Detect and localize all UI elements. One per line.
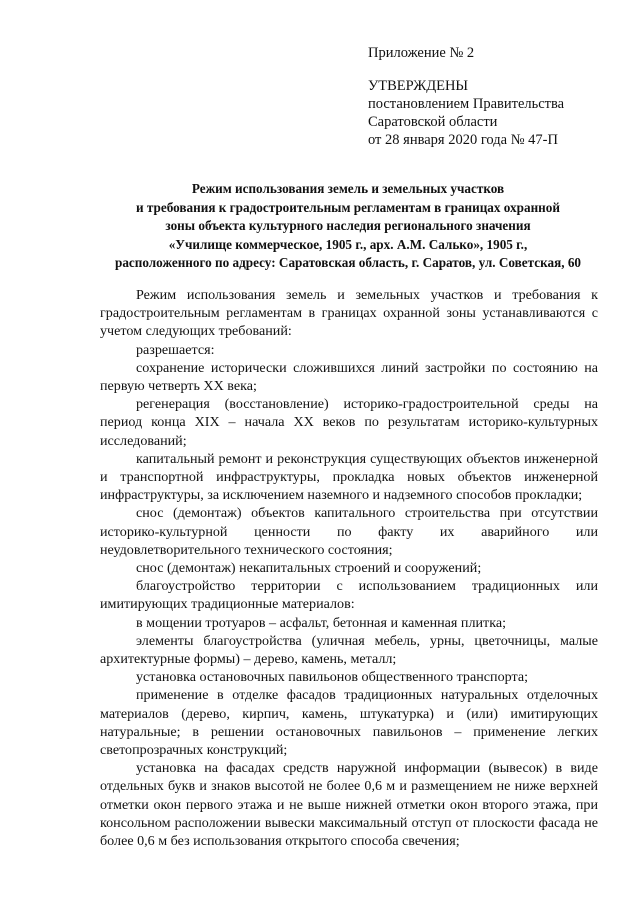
approved-heading: УТВЕРЖДЕНЫ: [368, 78, 469, 94]
title-line-2: и требования к градостроительным регламентам в границах охранной: [136, 199, 560, 215]
paragraph-signage: установка на фасадах средств наружной информации (вывесок) в виде отдельных букв и знаков высотой не более 0,6 м и размещением не ниже верхней отметки окон первого этажа и не выше нижней отметки окон второго этажа, при консольном расположении вывески максимальный отступ от плоскости фасада не более 0,6 м без использования открытого способа свечения;: [100, 760, 598, 850]
appendix-number: Приложение № 2: [368, 45, 475, 61]
approval-line-1: постановлением Правительства: [368, 96, 565, 112]
title-line-5: расположенного по адресу: Саратовская область, г. Саратов, ул. Советская, 60: [114, 255, 582, 271]
approval-line-3: от 28 января 2020 года № 47-П: [368, 132, 558, 148]
paragraph-demolition-noncapital: снос (демонтаж) некапитальных строений и сооружений;: [136, 560, 482, 577]
intro-paragraph: Режим использования земель и земельных участков и требования к градостроительным регламентам в границах охранной зоны устанавливаются с учетом следующих требований:: [100, 287, 598, 340]
paragraph-facade-finishing: применение в отделке фасадов традиционных натуральных отделочных материалов (дерево, кирпич, камень, штукатурка) и (или) имитирующих натуральные; в решении остановочных павильонов – применение легких светопрозрачных конструкций;: [100, 687, 598, 759]
allowed-heading: разрешается:: [136, 341, 215, 358]
paragraph-building-lines: сохранение исторически сложившихся линий застройки по состоянию на первую четверть XX века;: [100, 359, 598, 395]
paragraph-landscaping: благоустройство территории с использованием традиционных или имитирующих традиционные материалов:: [100, 578, 598, 613]
title-line-1: Режим использования земель и земельных участков: [191, 181, 505, 196]
paragraph-demolition-capital: снос (демонтаж) объектов капитального строительства при отсутствии историко-культурной ценности по факту их аварийного или неудовлетворительного технического состояния;: [100, 505, 598, 558]
document-body: [100, 286, 598, 850]
approval-block: [368, 44, 564, 149]
title-line-4: «Училище коммерческое, 1905 г., арх. А.М. Салько», 1905 г.,: [168, 236, 528, 252]
paragraph-infrastructure: капитальный ремонт и реконструкция существующих объектов инженерной и транспортной инфраструктуры, прокладка новых объектов инженерной инфраструктуры, за исключением наземного и надземного способов прокладки;: [100, 450, 598, 504]
title-line-3: зоны объекта культурного наследия регионального значения: [165, 218, 531, 234]
paragraph-regeneration: регенерация (восстановление) историко-градостроительной среды на период конца XIX – начала XX веков по результатам историко-культурных исследований;: [100, 396, 598, 449]
approval-line-2: Саратовской области: [368, 114, 498, 130]
paragraph-bus-stops: установка остановочных павильонов общественного транспорта;: [136, 669, 528, 686]
paragraph-street-elements: элементы благоустройства (уличная мебель, урны, цветочницы, малые архитектурные формы) – дерево, камень, металл;: [100, 632, 598, 668]
paragraph-paving: в мощении тротуаров – асфальт, бетонная и каменная плитка;: [136, 614, 507, 631]
document-title: [88, 180, 608, 273]
